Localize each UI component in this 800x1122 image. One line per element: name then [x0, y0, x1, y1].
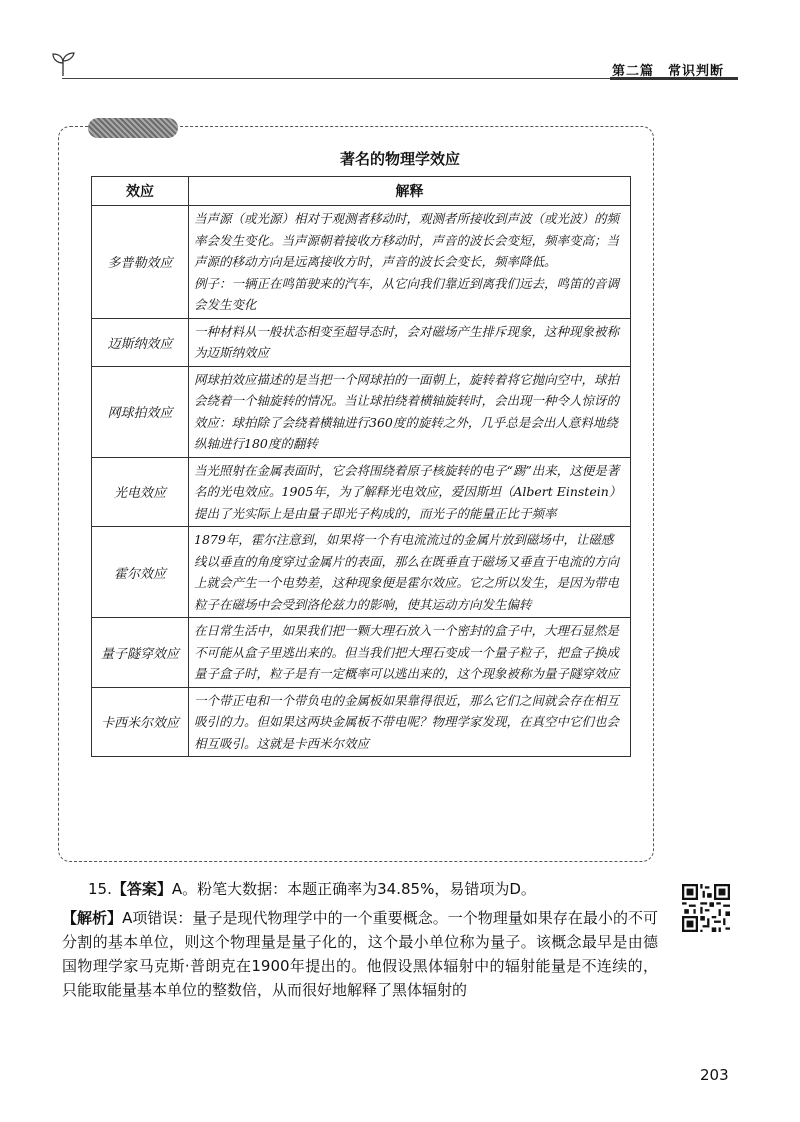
effect-explanation: 当光照射在金属表面时，它会将围绕着原子核旋转的电子“踢”出来，这便是著名的光电效应。1905年，为了解释光电效应，爱因斯坦（Albert Einstein）提出了光实际上是由量子即光子构成的，而光子的能量正比于频率	[189, 457, 631, 527]
analysis-paragraph	[62, 906, 658, 1002]
effect-explanation: 一种材料从一般状态相变至超导态时，会对磁场产生排斥现象，这种现象被称为迈斯纳效应	[189, 318, 631, 366]
effect-name: 网球拍效应	[92, 366, 189, 457]
effect-name: 光电效应	[92, 457, 189, 527]
effect-name: 迈斯纳效应	[92, 318, 189, 366]
analysis-label: 【解析】	[62, 909, 123, 927]
effect-explanation: 在日常生活中，如果我们把一颗大理石放入一个密封的盒子中，大理石显然是不可能从盒子里逃出来的。但当我们把大理石变成一个量子粒子，把盒子换成量子盒子时，粒子是有一定概率可以逃出来的，这个现象被称为量子隧穿效应	[189, 618, 631, 688]
table-row	[92, 527, 631, 618]
table-row	[92, 457, 631, 527]
table-row	[92, 318, 631, 366]
column-header-effect: 效应	[92, 177, 189, 206]
table-header-row	[92, 177, 631, 206]
table-title: 著名的物理学效应	[339, 150, 460, 168]
sprout-icon	[48, 48, 78, 78]
answer-line	[88, 878, 536, 899]
table-row	[92, 206, 631, 319]
box-tag	[88, 118, 178, 138]
effects-table	[91, 176, 631, 757]
effect-explanation: 一个带正电和一个带负电的金属板如果靠得很近，那么它们之间就会存在相互吸引的力。但如果这两块金属板不带电呢？物理学家发现，在真空中它们也会相互吸引。这就是卡西米尔效应	[189, 687, 631, 757]
effect-name: 卡西米尔效应	[92, 687, 189, 757]
page-number: 203	[700, 1066, 729, 1084]
answer-text: A。粉笔大数据：本题正确率为34.85%，易错项为D。	[171, 880, 536, 898]
answer-label: 【答案】	[111, 880, 172, 898]
effect-explanation: 1879年，霍尔注意到，如果将一个有电流流过的金属片放到磁场中，让磁感线以垂直的角度穿过金属片的表面，那么在既垂直于磁场又垂直于电流的方向上就会产生一个电势差，这种现象便是霍尔效应。它之所以发生，是因为带电粒子在磁场中会受到洛伦兹力的影响，使其运动方向发生偏转	[189, 527, 631, 618]
effect-explanation: 当声源（或光源）相对于观测者移动时，观测者所接收到声波（或光波）的频率会发生变化。当声源朝着接收方移动时，声音的波长会变短，频率变高；当声源的移动方向是远离接收方时，声音的波长会变长，频率降低。 例子：一辆正在鸣笛驶来的汽车，从它向我们靠近到离我们远去，鸣笛的音调会发生变化	[189, 206, 631, 319]
qr-code-icon[interactable]	[682, 884, 730, 932]
question-number: 15.	[88, 880, 112, 898]
table-row	[92, 687, 631, 757]
effect-name: 霍尔效应	[92, 527, 189, 618]
effect-name: 量子隧穿效应	[92, 618, 189, 688]
effect-explanation: 网球拍效应描述的是当把一个网球拍的一面朝上，旋转着将它抛向空中，球拍会绕着一个轴旋转的情况。当让球拍绕着横轴旋转时，会出现一种令人惊讶的效应：球拍除了会绕着横轴进行360度的旋转之外，几乎总是会出人意料地绕纵轴进行180度的翻转	[189, 366, 631, 457]
column-header-explanation: 解释	[189, 177, 631, 206]
table-row	[92, 366, 631, 457]
header-rule	[62, 78, 610, 79]
analysis-text: A项错误：量子是现代物理学中的一个重要概念。一个物理量如果存在最小的不可分割的基本单位，则这个物理量是量子化的，这个最小单位称为量子。该概念最早是由德国物理学家马克斯·普朗克在1900年提出的。他假设黑体辐射中的辐射能量是不连续的，只能取能量基本单位的整数倍，从而很好地解释了黑体辐射的	[62, 909, 658, 999]
table-row	[92, 618, 631, 688]
effect-name: 多普勒效应	[92, 206, 189, 319]
section-title: 第二篇 常识判断	[612, 64, 725, 79]
